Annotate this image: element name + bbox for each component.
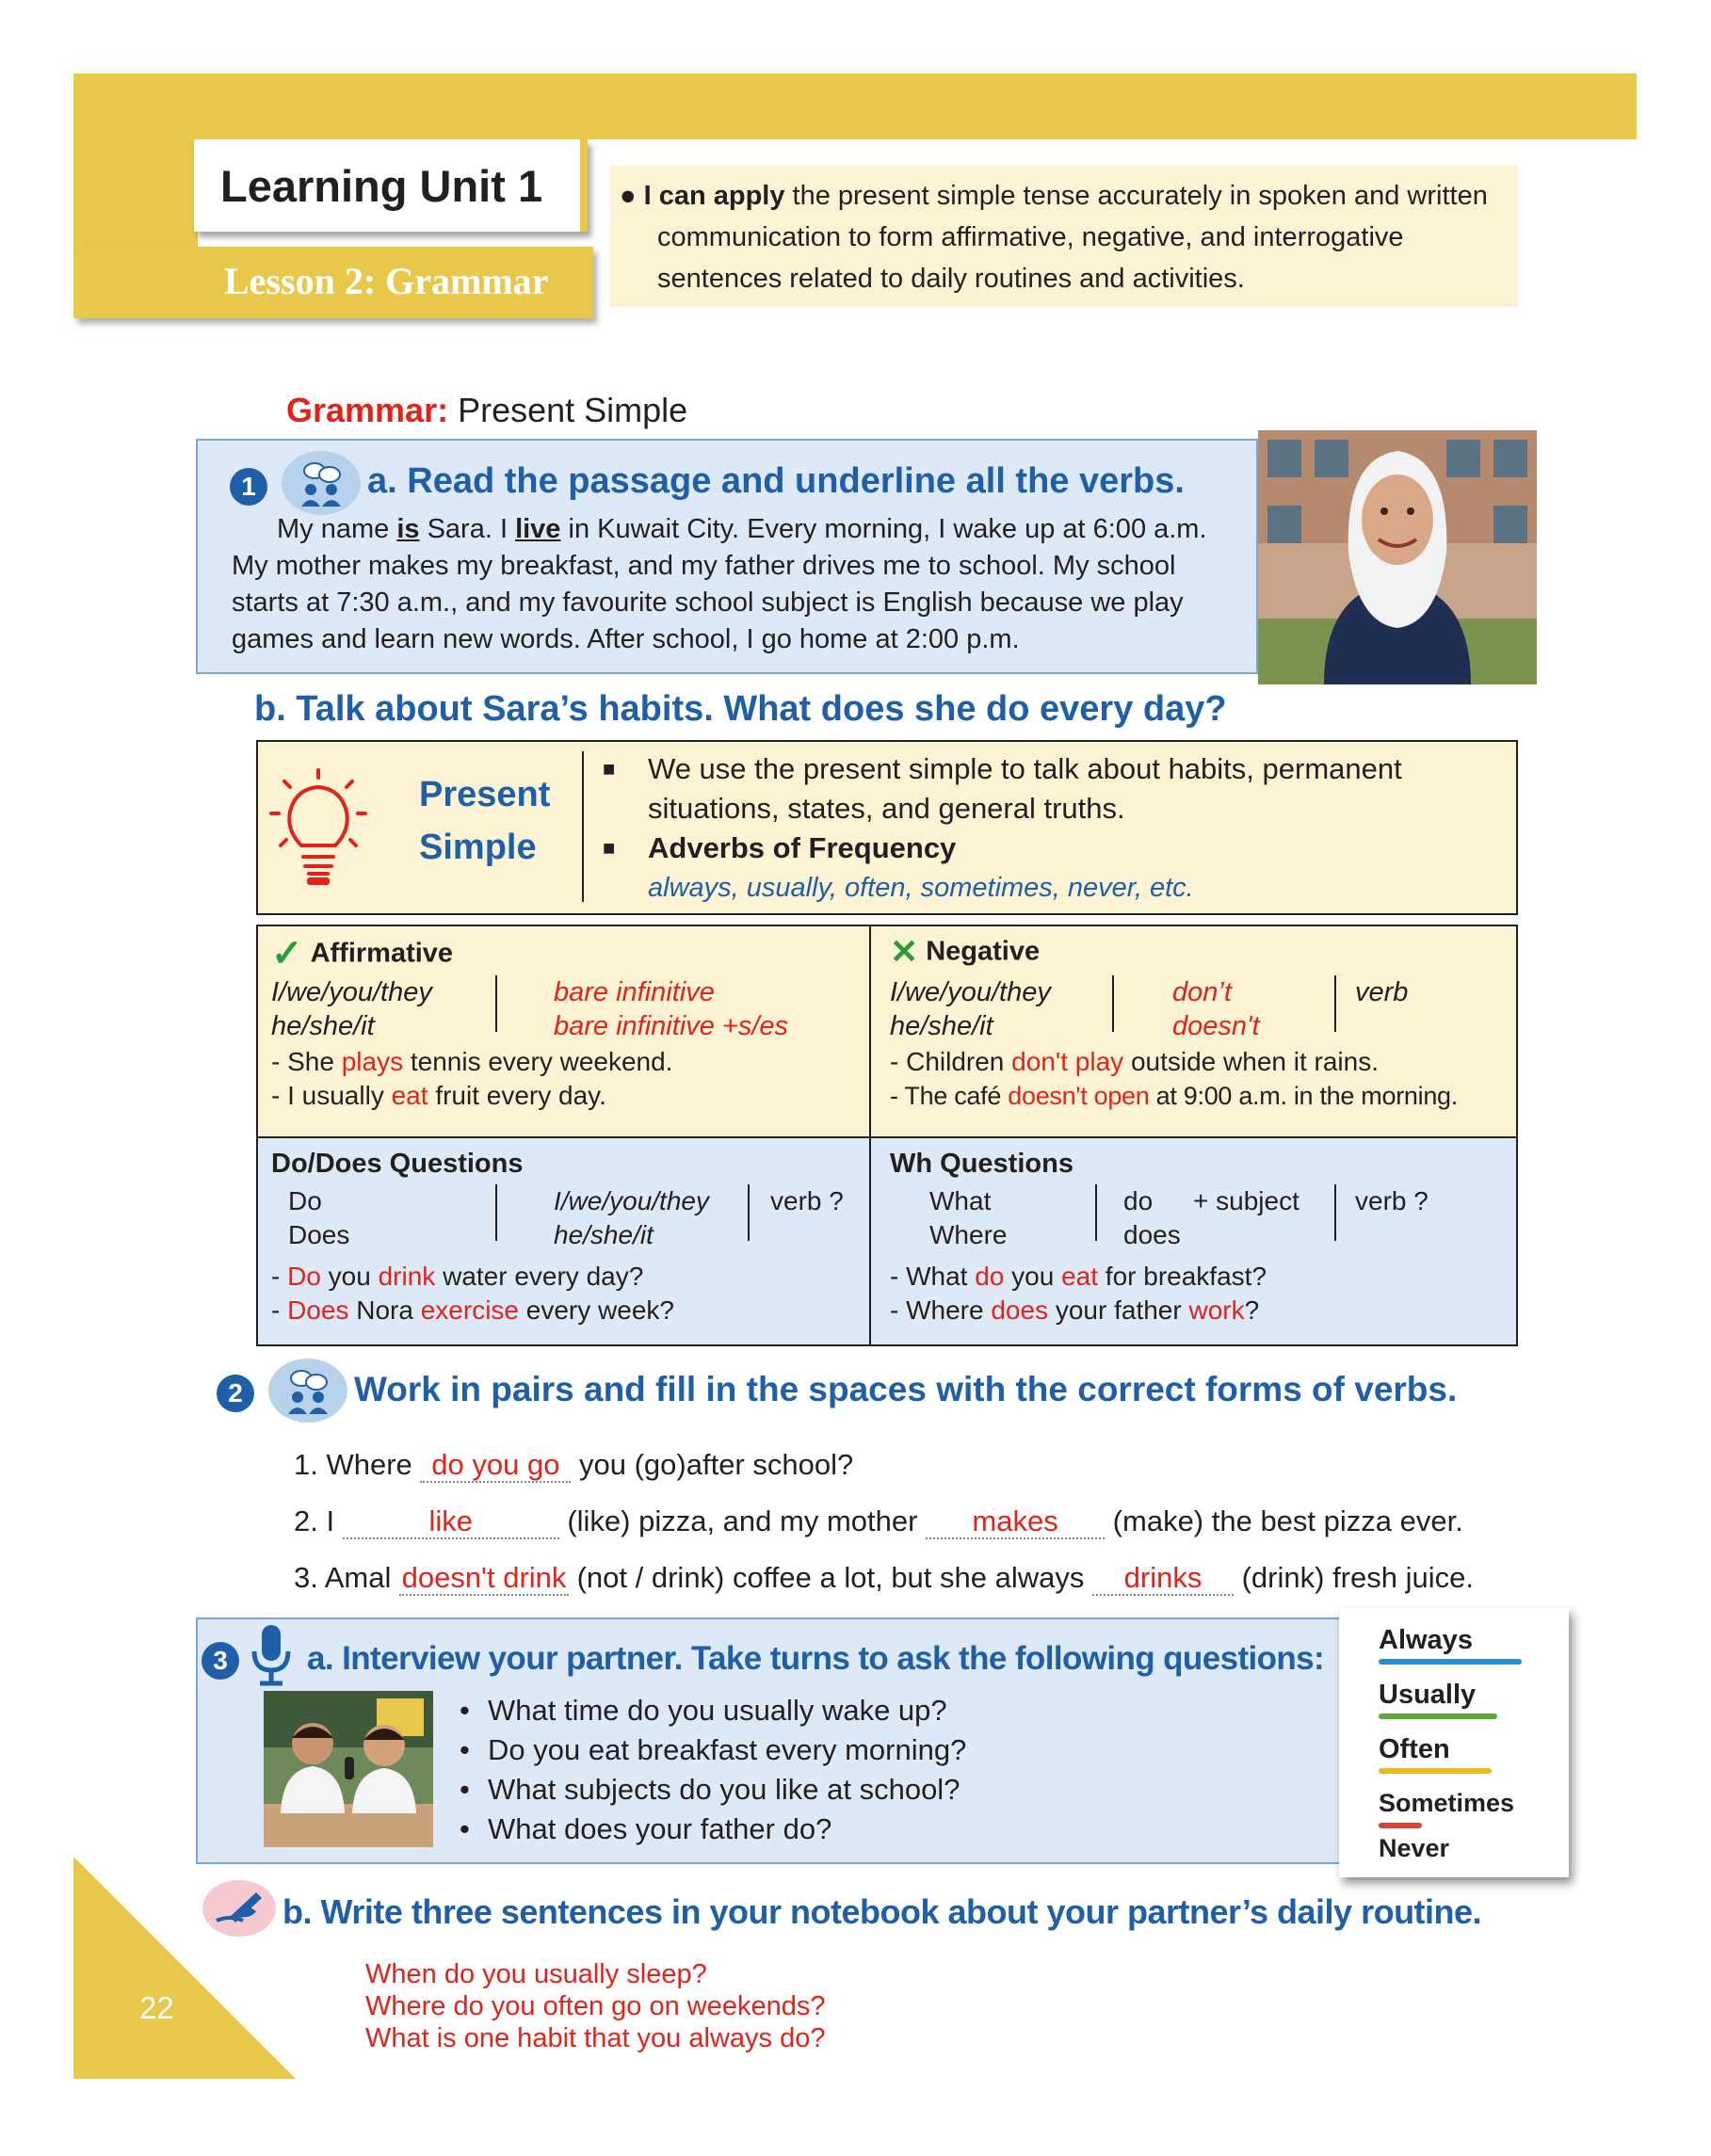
objective-box xyxy=(610,166,1518,307)
frequency-label-sometimes: Sometimes xyxy=(1379,1789,1515,1817)
subject-plural: I/we/you/they xyxy=(890,977,1051,1007)
question-text: What time do you usually wake up? xyxy=(488,1694,947,1727)
microphone-icon xyxy=(250,1623,292,1689)
question-item xyxy=(460,1810,966,1849)
passage xyxy=(232,511,1258,658)
rule-divider xyxy=(582,751,584,902)
negative-example-1 xyxy=(890,1045,1511,1079)
do-divider-2 xyxy=(748,1184,750,1241)
exercise2-number xyxy=(217,1375,254,1412)
frequency-bar-sometimes xyxy=(1379,1823,1422,1828)
wh-divider-2 xyxy=(1334,1184,1336,1241)
do-questions-cell xyxy=(271,1149,855,1327)
example-verb: doesn't open xyxy=(1008,1082,1150,1110)
negative-verb: verb xyxy=(1355,977,1409,1007)
discussion-icon xyxy=(281,450,362,516)
exercise1-title-a: a. Read the passage and underline all the verbs. xyxy=(367,461,1185,501)
example-text: outside when it rains. xyxy=(1123,1047,1379,1076)
affirmative-example-1 xyxy=(271,1045,855,1079)
wh-where: Where xyxy=(929,1220,1008,1249)
form-singular: bare infinitive +s/es xyxy=(554,1011,789,1041)
example-text: water every day? xyxy=(435,1262,644,1291)
objective-lead: I can apply xyxy=(643,181,785,211)
frequency-bar-often xyxy=(1379,1768,1492,1774)
subject-plural: I/we/you/they xyxy=(271,977,432,1007)
example-text: every week? xyxy=(519,1295,674,1325)
page-number: 22 xyxy=(139,1990,174,2025)
lightbulb-icon xyxy=(269,768,367,887)
do-example-1 xyxy=(271,1260,855,1294)
example-text: tennis every weekend. xyxy=(403,1047,673,1076)
example-text: fruit every day. xyxy=(428,1081,606,1110)
example-text: - xyxy=(271,1295,288,1325)
example-text: Nora xyxy=(348,1295,421,1325)
affirmative-header xyxy=(271,932,855,975)
lesson-title-box xyxy=(73,247,593,318)
sentence-text: (like) pizza, and my mother xyxy=(558,1504,927,1537)
question-item xyxy=(460,1770,966,1810)
wh-example-2 xyxy=(890,1294,1511,1327)
rule-content xyxy=(603,749,1402,908)
pair-work-icon xyxy=(267,1358,348,1424)
passage-line-3: starts at 7:30 a.m., and my favourite school subject is English because we play xyxy=(232,587,1184,618)
wh-verb: verb ? xyxy=(1355,1186,1429,1215)
negative-divider-1 xyxy=(1112,975,1114,1032)
aux-plural: don’t xyxy=(1172,977,1232,1007)
wh-example-1 xyxy=(890,1260,1511,1294)
unit-title-box xyxy=(194,139,588,232)
aux-do: do xyxy=(1123,1186,1154,1215)
answer-line: What is one habit that you always do? xyxy=(365,2023,826,2053)
negative-cell xyxy=(890,932,1511,1113)
blank-answer[interactable]: makes xyxy=(926,1505,1105,1539)
affirmative-cell xyxy=(271,932,855,1113)
example-text: your father xyxy=(1048,1295,1189,1325)
blank-answer[interactable]: drinks xyxy=(1092,1562,1234,1596)
lesson-title: Lesson 2: Grammar xyxy=(224,260,549,302)
objective-text-1: the present simple tense accurately in spoken and written xyxy=(784,181,1488,211)
subject-plural: I/we/you/they xyxy=(554,1186,709,1215)
rule-title xyxy=(419,768,550,874)
cross-icon: ✕ xyxy=(890,932,919,971)
bullet: • xyxy=(460,1773,470,1806)
example-aux: Does xyxy=(287,1295,349,1325)
sentence-text: 2. I xyxy=(294,1504,343,1537)
answer-line: When do you usually sleep? xyxy=(365,1959,707,1989)
passage-text: in Kuwait City. Every morning, I wake up at 6:00 a.m. xyxy=(560,514,1207,544)
interview-questions xyxy=(460,1691,966,1849)
example-text: - She xyxy=(271,1047,342,1076)
blank-answer[interactable]: like xyxy=(343,1505,559,1539)
exercise3-title-a: a. Interview your partner. Take turns to ask the following questions: xyxy=(307,1640,1325,1677)
wh-questions-cell xyxy=(890,1149,1511,1327)
exercise3-title-b: b. Write three sentences in your notebook about your partner’s daily routine. xyxy=(282,1892,1482,1931)
objective-line-2: communication to form affirmative, negative, and interrogative xyxy=(657,222,1404,252)
example-verb: drink xyxy=(378,1262,436,1291)
sentence-text: you (go)after school? xyxy=(571,1448,854,1481)
example-aux: does xyxy=(991,1295,1049,1325)
negative-heading: Negative xyxy=(926,936,1041,967)
example-text: - Where xyxy=(890,1295,992,1325)
example-text: ? xyxy=(1244,1295,1260,1325)
bullet: • xyxy=(460,1733,470,1766)
question-text: What subjects do you like at school? xyxy=(488,1773,960,1806)
exercise3-number xyxy=(202,1642,239,1680)
aux-do: Do xyxy=(288,1186,322,1215)
rule-line-1 xyxy=(603,749,1402,789)
sentence-text: (drink) fresh juice. xyxy=(1234,1561,1474,1594)
exercise1-number xyxy=(230,468,267,506)
do-questions-heading: Do/Does Questions xyxy=(271,1149,524,1179)
passage-line-2: My mother makes my breakfast, and my father drives me to school. My school xyxy=(232,551,1176,581)
subject-singular: he/she/it xyxy=(554,1220,654,1249)
frequency-bar-usually xyxy=(1379,1714,1497,1719)
exercise2-number-text: 2 xyxy=(228,1378,243,1408)
negative-divider-2 xyxy=(1334,975,1336,1032)
passage-text: Sara. I xyxy=(419,514,516,544)
do-questions-forms xyxy=(271,1184,855,1260)
example-verb: don't play xyxy=(1011,1047,1124,1076)
unit-title: Learning Unit 1 xyxy=(220,161,543,211)
adverbs-examples: always, usually, often, sometimes, never, etc. xyxy=(648,873,1194,903)
header-band xyxy=(73,73,1637,139)
grammar-topic: Present Simple xyxy=(458,391,688,429)
bullet: • xyxy=(460,1812,470,1845)
example-text: - xyxy=(271,1262,288,1291)
example-aux: do xyxy=(975,1262,1005,1291)
rule-line-2: situations, states, and general truths. xyxy=(648,792,1125,825)
rule-text-1: We use the present simple to talk about habits, permanent xyxy=(648,752,1402,785)
rule-line-3 xyxy=(603,829,1402,868)
passage-underlined-verb: is xyxy=(396,514,420,544)
question-item xyxy=(460,1730,966,1770)
sentence-text: (make) the best pizza ever. xyxy=(1105,1504,1463,1537)
negative-example-2 xyxy=(890,1079,1511,1113)
frequency-card xyxy=(1339,1608,1569,1877)
wh-what: What xyxy=(929,1186,992,1215)
sentence-2 xyxy=(294,1493,1474,1550)
do-verb: verb ? xyxy=(770,1186,844,1215)
check-icon: ✓ xyxy=(271,933,303,974)
rule-title-line-1: Present xyxy=(419,775,551,814)
sentence-1 xyxy=(294,1437,1474,1493)
question-text: What does your father do? xyxy=(488,1812,832,1845)
frequency-bar-always xyxy=(1379,1659,1522,1665)
passage-line-1 xyxy=(232,511,1258,548)
passage-underlined-verb: live xyxy=(515,514,561,544)
affirmative-heading: Affirmative xyxy=(310,938,454,969)
example-verb: eat xyxy=(1061,1262,1099,1291)
do-example-2 xyxy=(271,1294,855,1327)
affirmative-divider xyxy=(495,975,497,1032)
example-text: - Children xyxy=(890,1047,1012,1076)
frequency-label-always: Always xyxy=(1379,1625,1473,1655)
frequency-label-often: Often xyxy=(1379,1734,1450,1764)
example-text: at 9:00 a.m. in the morning. xyxy=(1149,1082,1458,1110)
aux-does: Does xyxy=(288,1220,350,1249)
grammar-label: Grammar: xyxy=(286,391,449,429)
example-text: - The café xyxy=(890,1082,1009,1110)
square-bullet-icon: ■ xyxy=(603,836,616,860)
negative-forms xyxy=(890,975,1511,1045)
example-text: you xyxy=(320,1262,379,1291)
wh-questions-heading: Wh Questions xyxy=(890,1149,1073,1179)
blank-answer[interactable]: do you go xyxy=(420,1449,571,1483)
do-divider-1 xyxy=(495,1184,497,1241)
exercise2-title: Work in pairs and fill in the spaces with the correct forms of verbs. xyxy=(354,1370,1458,1408)
frequency-label-never: Never xyxy=(1379,1834,1450,1862)
wh-questions-forms xyxy=(890,1184,1511,1260)
square-bullet-icon: ■ xyxy=(603,757,616,780)
exercise1-number-text: 1 xyxy=(241,472,256,501)
affirmative-forms xyxy=(271,975,855,1045)
example-text: - I usually xyxy=(271,1081,392,1110)
example-verb: eat xyxy=(391,1081,428,1110)
negative-header xyxy=(890,932,1511,975)
exercise2-sentences xyxy=(294,1437,1474,1606)
exercise1-title-b: b. Talk about Sara’s habits. What does she do every day? xyxy=(254,689,1227,729)
question-text: Do you eat breakfast every morning? xyxy=(488,1733,967,1766)
answer-line: Where do you often go on weekends? xyxy=(365,1991,826,2021)
example-verb: work xyxy=(1188,1295,1245,1325)
rule-title-line-2: Simple xyxy=(419,828,537,867)
aux-singular: doesn't xyxy=(1172,1011,1260,1041)
objective-bullet: ● xyxy=(620,181,637,211)
objective-line-3: sentences related to daily routines and activities. xyxy=(657,264,1245,294)
blank-answer[interactable]: doesn't drink xyxy=(399,1562,569,1596)
form-plural: bare infinitive xyxy=(554,977,715,1007)
objective-line-1 xyxy=(620,175,1518,217)
subject-singular: he/she/it xyxy=(890,1011,993,1041)
example-aux: Do xyxy=(287,1262,321,1291)
frequency-label-usually: Usually xyxy=(1379,1680,1477,1710)
example-text: - What xyxy=(890,1262,976,1291)
example-text: for breakfast? xyxy=(1098,1262,1267,1291)
wh-divider-1 xyxy=(1095,1184,1097,1241)
sentence-text: 3. Amal xyxy=(294,1561,399,1594)
students-interview-photo xyxy=(264,1691,433,1847)
example-verb: exercise xyxy=(420,1295,519,1325)
sentence-3 xyxy=(294,1550,1474,1606)
table-hline xyxy=(258,1136,1516,1138)
bullet: • xyxy=(460,1694,470,1727)
written-answers xyxy=(365,1958,826,2054)
table-vline xyxy=(869,926,871,1344)
page-corner-triangle xyxy=(73,1857,296,2079)
sentence-text: (not / drink) coffee a lot, but she always xyxy=(569,1561,1092,1594)
sentence-text: 1. Where xyxy=(294,1448,421,1481)
passage-line-4: games and learn new words. After school, I go home at 2:00 p.m. xyxy=(232,624,1020,654)
wh-subject: + subject xyxy=(1193,1186,1299,1215)
subject-singular: he/she/it xyxy=(271,1011,375,1041)
sara-photo xyxy=(1258,430,1537,684)
exercise3-number-text: 3 xyxy=(213,1646,228,1675)
example-verb: plays xyxy=(341,1047,404,1076)
example-text: you xyxy=(1004,1262,1062,1291)
aux-does: does xyxy=(1123,1220,1181,1249)
passage-text: My name xyxy=(277,514,397,544)
grammar-heading xyxy=(286,391,687,430)
question-item xyxy=(460,1691,966,1730)
affirmative-example-2 xyxy=(271,1079,855,1113)
adverbs-heading: Adverbs of Frequency xyxy=(648,831,957,864)
